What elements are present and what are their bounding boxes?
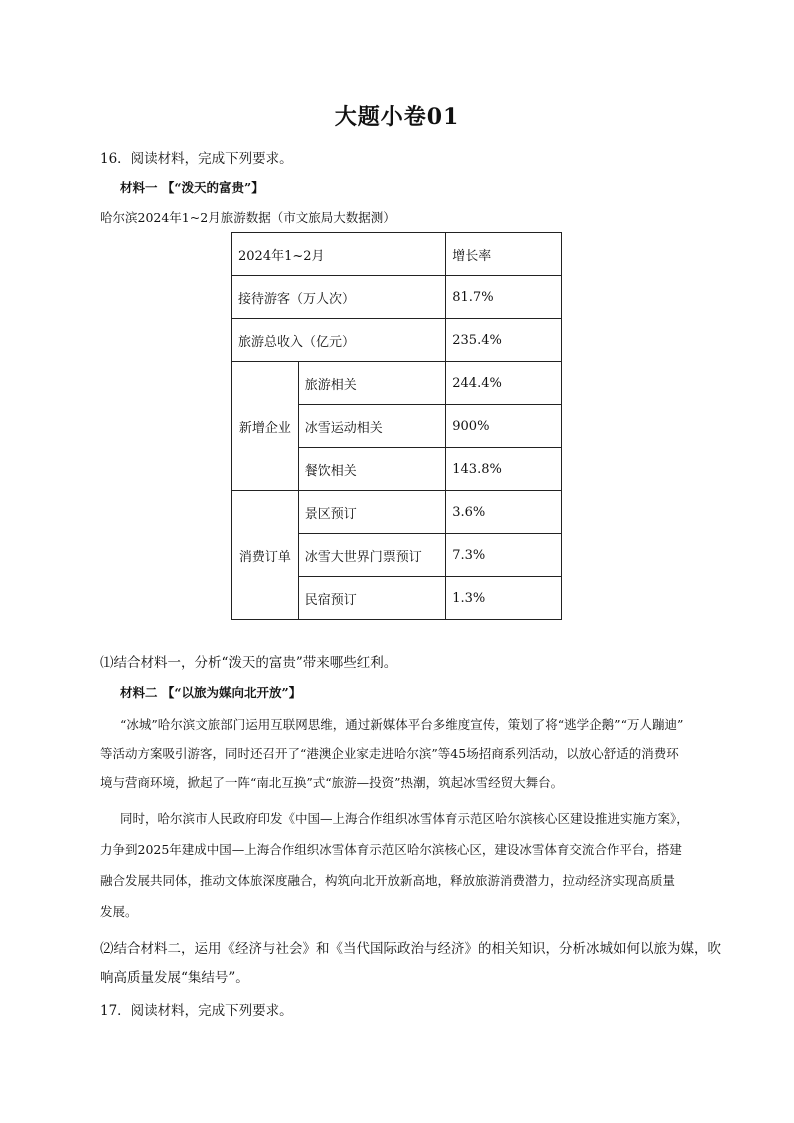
table-row — [232, 491, 562, 534]
material2-heading: 材料二 【“以旅为媒向北开放”】 — [120, 685, 302, 700]
question-2: ⑵结合材料二，运用《经济与社会》和《当代国际政治与经济》的相关知识，分析冰城如何以旅为媒，吹 — [100, 941, 721, 957]
tourism-data-table — [231, 232, 562, 620]
table-cell: 1.3% — [446, 577, 562, 620]
q17-intro: 17．阅读材料，完成下列要求。 — [100, 1003, 293, 1019]
table-row — [232, 362, 562, 405]
group-label-cell: 消费订单 — [232, 491, 299, 620]
material2-line: 境与营商环境，掀起了一阵“南北互换”式“旅游—投资”热潮，筑起冰雪经贸大舞台。 — [100, 775, 564, 790]
question-2-cont: 响高质量发展“集结号”。 — [100, 970, 249, 986]
table-cell: 900% — [446, 405, 562, 448]
table-cell: 3.6% — [446, 491, 562, 534]
material1-heading: 材料一 【“泼天的富贵”】 — [120, 180, 264, 195]
table-cell: 旅游相关 — [298, 362, 445, 405]
material2-line: “冰城”哈尔滨文旅部门运用互联网思维，通过新媒体平台多维度宣传，策划了将“逃学企鹅”“万人蹦迪” — [120, 717, 684, 732]
table-cell: 景区预订 — [298, 491, 445, 534]
table-header-cell: 2024年1~2月 — [232, 233, 446, 276]
table-cell: 244.4% — [446, 362, 562, 405]
table-cell: 民宿预订 — [298, 577, 445, 620]
table-cell: 7.3% — [446, 534, 562, 577]
material2-line: 融合发展共同体，推动文体旅深度融合，构筑向北开放新高地，释放旅游消费潜力，拉动经济实现高质量 — [100, 873, 676, 888]
table-row — [232, 276, 562, 319]
table-cell: 143.8% — [446, 448, 562, 491]
table-row — [232, 233, 562, 276]
table-cell: 81.7% — [446, 276, 562, 319]
table-cell: 接待游客（万人次） — [232, 276, 446, 319]
material2-line: 力争到2025年建成中国—上海合作组织冰雪体育示范区哈尔滨核心区，建设冰雪体育交流合作平台，搭建 — [100, 842, 682, 857]
material2-line: 同时，哈尔滨市人民政府印发《中国—上海合作组织冰雪体育示范区哈尔滨核心区建设推进实施方案》， — [120, 811, 689, 826]
table-caption: 哈尔滨2024年1~2月旅游数据（市文旅局大数据测） — [100, 210, 396, 225]
q16-intro: 16．阅读材料，完成下列要求。 — [100, 151, 293, 167]
page-title: 大题小卷01 — [334, 104, 460, 130]
material2-line: 等活动方案吸引游客，同时还召开了“港澳企业家走进哈尔滨”等45场招商系列活动，以放心舒适的消费环 — [100, 746, 679, 761]
table-cell: 冰雪大世界门票预订 — [298, 534, 445, 577]
table-cell: 冰雪运动相关 — [298, 405, 445, 448]
group-label-cell: 新增企业 — [232, 362, 299, 491]
table-cell: 235.4% — [446, 319, 562, 362]
question-1: ⑴结合材料一，分析“泼天的富贵”带来哪些红利。 — [100, 655, 398, 671]
material2-line: 发展。 — [100, 904, 138, 919]
table-row — [232, 319, 562, 362]
table-cell: 餐饮相关 — [298, 448, 445, 491]
table-header-cell: 增长率 — [446, 233, 562, 276]
table-cell: 旅游总收入（亿元） — [232, 319, 446, 362]
